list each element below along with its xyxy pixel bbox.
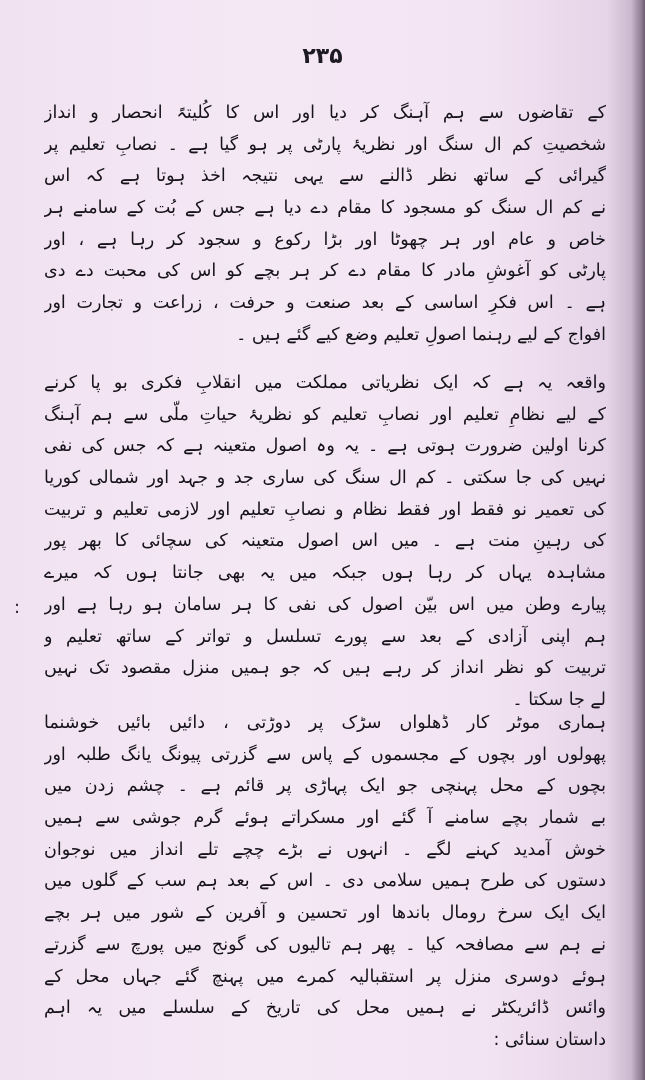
text-line: ہم اپنی آزادی کے بعد سے پورے تسلسل و تواتر کے ساتھ تعلیم و <box>44 626 606 647</box>
text-line: نہیں کی جا سکتی ۔ کم ال سنگ کی ساری جد و جہد اور شمالی کوریا <box>44 468 606 489</box>
text-line: تربیت کو نظر انداز کر رہے ہیں کہ جو ہمیں منزل مقصود تک نہیں <box>44 658 606 679</box>
text-line: گیرائی کے ساتھ نظر ڈالنے سے یہی نتیجہ اخذ ہوتا ہے کہ اس <box>44 166 606 187</box>
text-line: شخصیتِ کم ال سنگ اور نظریۂ پارٹی پر ہو گیا ہے ۔ نصابِ تعلیم پر <box>44 134 606 155</box>
text-line: لے جا سکتا ۔ <box>512 689 606 710</box>
text-line: کرنا اولین ضرورت ہوتی ہے ۔ یہ وہ اصول متعینہ ہے کہ جس کی نفی <box>44 436 606 457</box>
text-line: واقعہ یہ ہے کہ ایک نظریاتی مملکت میں انقلابِ فکری بو پا کرنے <box>44 373 606 393</box>
text-line: کی تعمیر نو فقط اور فقط نظام و نصابِ تعلیم اور لازمی تعلیم و تربیت <box>44 499 606 520</box>
text-line: ہوئے دوسری منزل پر استقبالیہ کمرے میں پہنچ گئے جہاں محل کے <box>44 966 606 987</box>
text-line: بچوں کے محل پہنچی جو ایک پہاڑی پر قائم ہے ۔ چشم زدن میں <box>44 776 606 797</box>
text-line: بے شمار بچے سامنے آ گئے اور مسکراتے ہوئے گرم جوشی سے ہمیں <box>44 808 606 829</box>
text-line: پیارے وطن میں اس بیّن اصول کی نفی کا ہر سامان ہو رہا ہے اور <box>44 594 606 615</box>
text-line: مشاہدہ یہاں کر رہا ہوں جبکہ میں یہ بھی جانتا ہوں کہ میرے <box>44 563 606 584</box>
paragraph-1 <box>44 98 606 352</box>
text-line: دستوں کی طرح ہمیں سلامی دی ۔ اس کے بعد ہم سب کے گلوں میں <box>44 871 606 892</box>
text-line: کے لیے نظامِ تعلیم اور نصابِ تعلیم کو نظریۂ حیاتِ ملّی سے ہم آہنگ <box>44 404 606 425</box>
margin-mark: : <box>14 597 21 618</box>
text-line: داستان سنائی : <box>493 1029 606 1050</box>
text-line: افواج کے لیے رہنما اصولِ تعلیم وضع کیے گئے ہیں ۔ <box>236 324 606 345</box>
page-edge-shadow <box>631 0 645 1080</box>
text-line: نے کم ال سنگ کو مسجود کا مقام دے دیا ہے جس کے بُت کے سامنے ہر <box>44 198 606 219</box>
paragraph-2 <box>44 368 606 717</box>
text-line: وائس ڈائریکٹر نے ہمیں محل کی تاریخ کے سلسلے میں یہ اہم <box>44 998 606 1019</box>
paragraph-3 <box>44 708 606 1057</box>
text-line: کے تقاضوں سے ہم آہنگ کر دیا اور اس کا کُلیتہً انحصار و انداز <box>44 103 606 123</box>
text-line: ہماری موٹر کار ڈھلواں سڑک پر دوڑتی ، دائیں بائیں خوشنما <box>44 713 606 733</box>
text-line: ایک ایک سرخ رومال باندھا اور تحسین و آفرین کے شور میں ہر بچے <box>44 903 606 924</box>
text-line: پھولوں اور بچوں کے مجسموں کے پاس سے گزرتی پیونگ یانگ طلبہ اور <box>44 744 606 765</box>
page-number: ۲۳۵ <box>302 44 343 69</box>
text-line: نے ہم سے مصافحہ کیا ۔ پھر ہم تالیوں کی گونج میں پورچ سے گزرتے <box>44 934 606 955</box>
text-line: خوش آمدید کہنے لگے ۔ انہوں نے بڑے چچے تلے انداز میں نوجوان <box>44 839 606 860</box>
text-line: پارٹی کو آغوشِ مادر کا مقام دے کر ہر بچے کو اس کی محبت دے دی <box>44 261 606 282</box>
text-line: ہے ۔ اس فکرِ اساسی کے بعد صنعت و حرفت ، زراعت و تجارت اور <box>44 293 606 314</box>
text-line: کی رہینِ منت ہے ۔ میں اس اصول متعینہ کی سچائی کا بھر پور <box>44 531 606 552</box>
text-line: خاص و عام اور ہر چھوٹا اور بڑا رکوع و سجود کر رہا ہے ، اور <box>44 229 606 250</box>
